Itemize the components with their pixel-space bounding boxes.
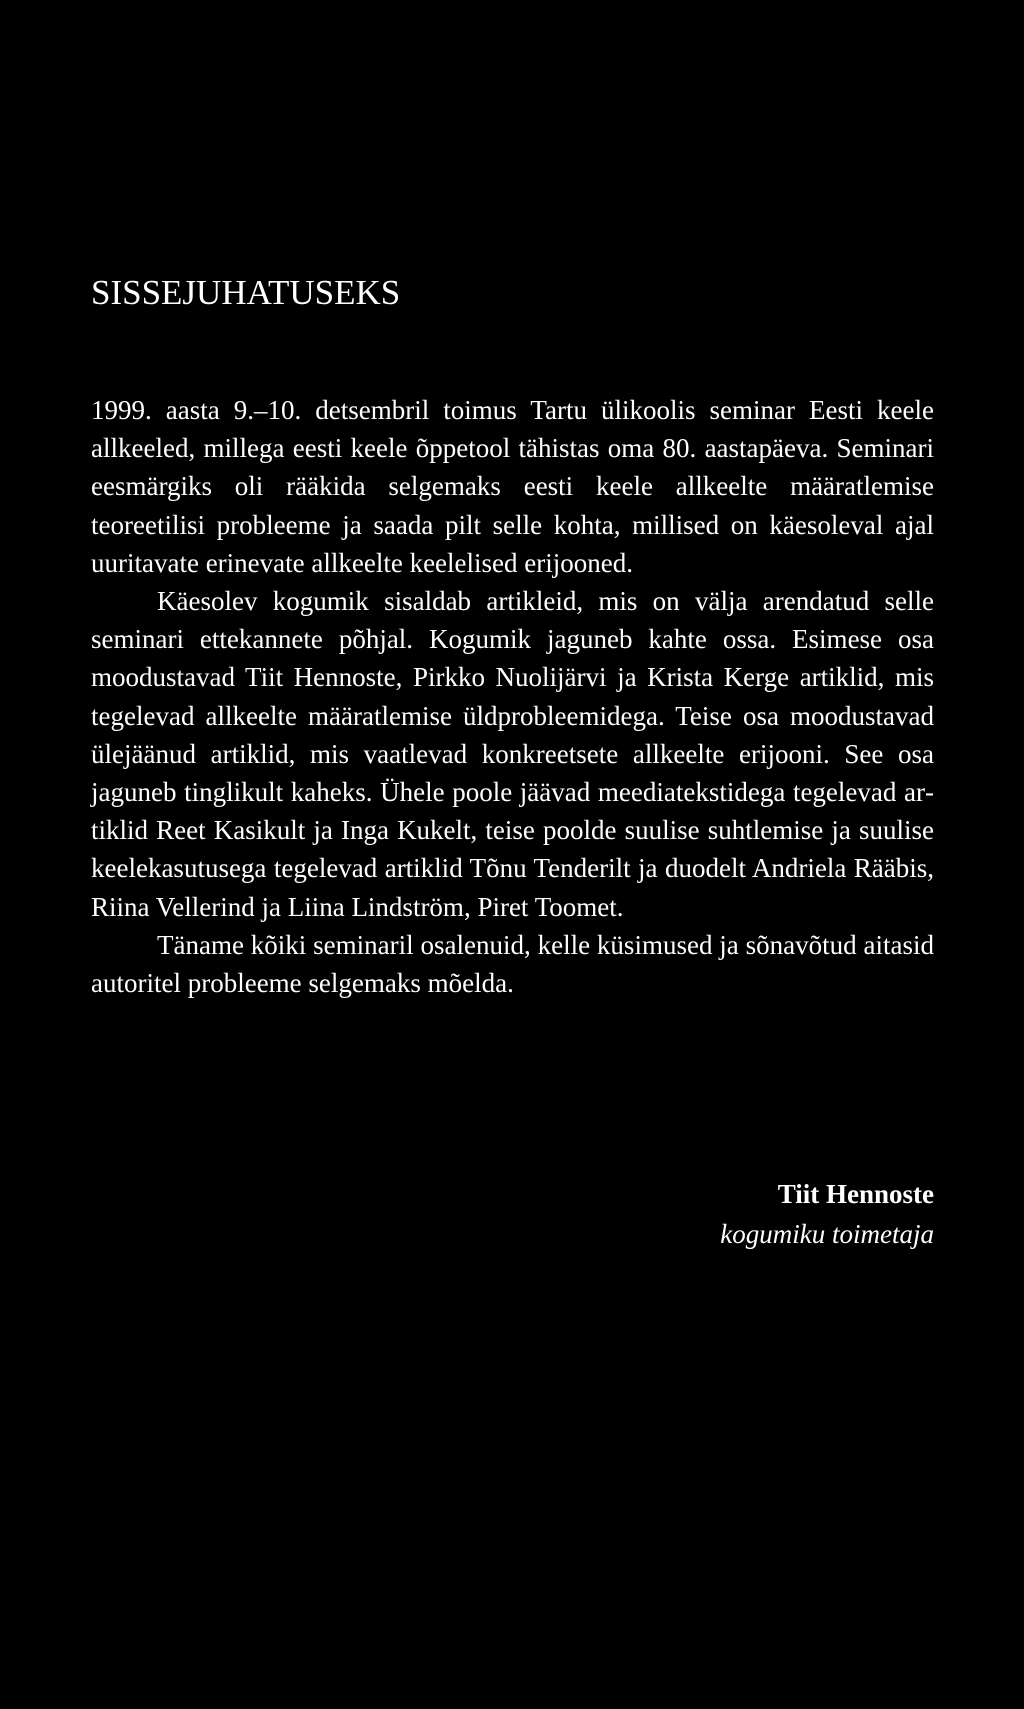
paragraph-1: 1999. aasta 9.–10. detsembril toimus Tartu ülikoolis seminar Eesti keele allkeeled, millega eesti keele õppetool tähistas oma 80. aastapäeva. Seminari eesmärgiks oli rääkida selgemaks eesti keele allkeelte määratlemise teoreetilisi probleeme ja saada pilt selle kohta, millised on käesoleval ajal uuritavate erinevate allkeelte keelelised erijooned. [91, 395, 934, 578]
signature-block [720, 1174, 934, 1254]
signature-role: kogumiku toimetaja [720, 1219, 934, 1249]
signature-name: Tiit Hennoste [777, 1179, 934, 1209]
body-text [91, 391, 934, 1002]
paragraph-3: Täname kõiki seminaril osalenuid, kelle küsimused ja sõnavõtud aitasid autoritel probleeme selgemaks mõelda. [91, 929, 934, 999]
paragraph-2: Käesolev kogumik sisaldab artikleid, mis on välja arendatud selle seminari ettekannete põhjal. Kogumik jaguneb kahte ossa. Esimese osa moodustavad Tiit Hennoste, Pirkko Nuolijärvi ja Krista Kerge artiklid, mis tegelevad allkeelte määratlemise üldprobleemidega. Teise osa moodustavad ülejäänud artiklid, mis vaatlevad konkreetsete allkeelte erijooni. See osa jaguneb tinglikult kaheks. Ühele poole jäävad meediatekstidega tegelevad artiklid Reet Kasikult ja Inga Kukelt, teise poolde suulise suhtlemise ja suulise keelekasutusega tegelevad artiklid Tõnu Tenderilt ja duodelt Andriela Rääbis, Riina Vellerind ja Liina Lindström, Piret Toomet. [91, 586, 934, 922]
page-title: SISSEJUHATUSEKS [91, 273, 401, 312]
